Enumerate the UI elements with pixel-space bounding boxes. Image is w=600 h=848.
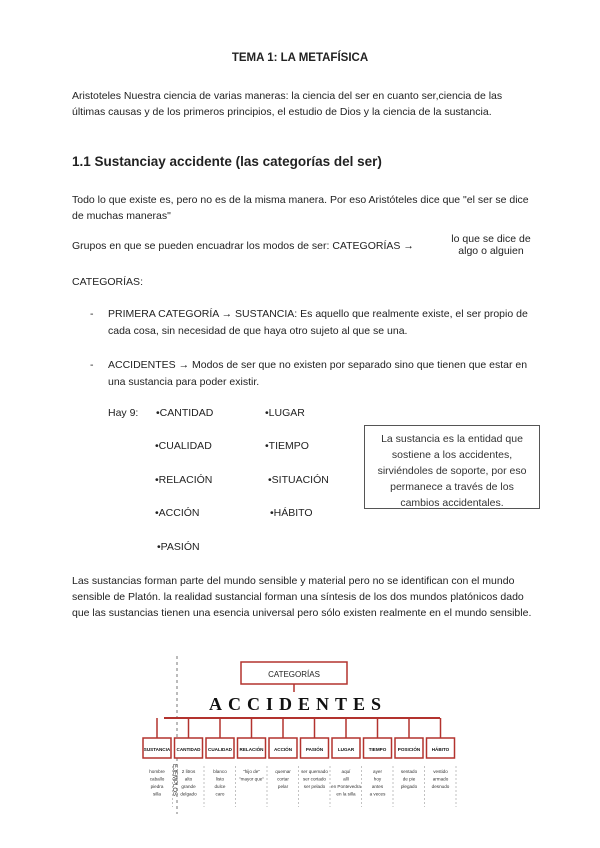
diagram-example-text: hoy (373, 776, 382, 782)
category-relacion: •RELACIÓN (155, 474, 213, 486)
diagram-example-text: alto (184, 776, 193, 782)
diagram-category-label: SUSTANCIA (143, 747, 171, 752)
list-item-accidentes (90, 357, 530, 391)
section-heading: 1.1 Sustanciay accidente (las categorías del ser) (72, 154, 382, 169)
diagram-example-text: delgado (180, 791, 197, 797)
categorias-label: CATEGORÍAS: (72, 276, 143, 288)
diagram-example-text: listo (215, 776, 225, 782)
diagram-category-label: ACCIÓN (273, 747, 293, 752)
diagram-example-text: desnudo (431, 784, 450, 789)
categorias-top-label: CATEGORÍAS (268, 670, 320, 679)
diagram-example-text: ser quemado (301, 769, 328, 774)
diagram-category-label: HÁBITO (431, 747, 450, 752)
category-cualidad: •CUALIDAD (155, 440, 212, 452)
groups-note-line2: algo o alguien (458, 245, 524, 257)
diagram-category-label: LUGAR (337, 747, 355, 752)
diagram-example-text: en la silla (336, 791, 356, 797)
category-cantidad: •CANTIDAD (156, 407, 214, 419)
category-tiempo: •TIEMPO (265, 440, 309, 452)
diagram-example-text: caballo (149, 776, 165, 782)
diagram-example-text: de pie (402, 776, 416, 782)
page-title: TEMA 1: LA METAFÍSICA (231, 52, 369, 64)
diagram-example-text: sentado (400, 769, 418, 774)
diagram-example-text: 2 litros (181, 769, 196, 774)
diagram-example-text: "mayor que" (239, 776, 264, 782)
diagram-example-text: grande (181, 784, 196, 789)
diagram-example-text: ser pelado (303, 784, 326, 789)
groups-note-line1: lo que se dice de (451, 233, 531, 245)
diagram-example-text: hombre (149, 769, 165, 774)
diagram-example-text: quemar (275, 769, 291, 774)
accidentes-banner: ACCIDENTES (208, 694, 388, 714)
category-habito: •HÁBITO (270, 507, 313, 519)
diagram-example-text: cortar (277, 776, 289, 782)
diagram-example-text: piedra (150, 784, 164, 789)
intro-paragraph: Aristoteles Nuestra ciencia de varias maneras: la ciencia del ser en cuanto ser,ciencia de las últimas causas y de los primeros principios, el estudio de Dios y la ciencia de la sustancia. (72, 90, 503, 118)
category-pasion: •PASIÓN (157, 541, 200, 553)
diagram-example-text: armado (432, 776, 449, 782)
diagram-example-text: "hijo de" (243, 769, 260, 774)
ejemplos-side-label: EJEMPLOS (171, 764, 177, 797)
diagram-category-label: TIEMPO (368, 747, 387, 752)
paragraph-sustancias: Las sustancias forman parte del mundo sensible y material pero no se identifican con el mundo sensible de Platón. la realidad sustancial forman una síntesis de los dos mundos platónicos dado que las sustancias tienen una esencia universal pero sólo existen realmente en el mundo sensible. (72, 575, 532, 619)
diagram-example-text: pelar (277, 784, 289, 789)
diagram-example-text: aquí (341, 769, 351, 774)
diagram-example-text: vestido (433, 769, 448, 774)
diagram-category-label: CANTIDAD (176, 747, 201, 752)
category-lugar: •LUGAR (265, 407, 305, 419)
categories-diagram (140, 652, 460, 817)
groups-text: Grupos en que se pueden encuadrar los modos de ser: CATEGORÍAS → (72, 240, 414, 252)
diagram-example-text: antes (371, 784, 384, 789)
diagram-example-text: dulce (214, 784, 226, 789)
diagram-category-label: PASIÓN (305, 747, 324, 752)
paragraph-ser: Todo lo que existe es, pero no es de la misma manera. Por eso Aristóteles dice que "el ser se dice de muchas maneras" (72, 194, 529, 222)
sustancia-note-box: La sustancia es la entidad que sostiene a los accidentes, sirviéndoles de soporte, por eso permanece a través de los cambios accidentales. (364, 425, 540, 509)
diagram-category-label: CUALIDAD (208, 747, 232, 752)
list-item-sustancia (90, 306, 530, 340)
diagram-example-text: allí (343, 776, 349, 782)
diagram-example-text: ayer (373, 769, 382, 774)
diagram-example-text: plegado (400, 784, 418, 789)
diagram-example-text: silla (153, 791, 161, 797)
list-dash: - (90, 308, 94, 320)
category-situacion: •SITUACIÓN (268, 474, 329, 486)
diagram-category-label: RELACIÓN (239, 747, 264, 752)
groups-note (446, 233, 536, 257)
list-text: ACCIDENTES → Modos de ser que no existen por separado sino que tienen que estar en una sustancia para poder existir. (108, 359, 528, 388)
diagram-example-text: ser cortado (303, 776, 326, 782)
hay-label: Hay 9: (108, 407, 139, 419)
diagram-example-text: a veces (369, 791, 386, 797)
diagram-example-text: caro (215, 791, 225, 797)
diagram-example-text: blanco (213, 769, 227, 774)
diagram-category-label: POSICIÓN (397, 747, 421, 752)
category-accion: •ACCIÓN (155, 507, 200, 519)
diagram-example-text: en Pontevedra (331, 784, 361, 789)
list-text: PRIMERA CATEGORÍA → SUSTANCIA: Es aquello que realmente existe, el ser propio de cada cosa, sin necesidad de que haya otro sujeto al que se una. (108, 308, 528, 337)
list-dash: - (90, 359, 94, 371)
